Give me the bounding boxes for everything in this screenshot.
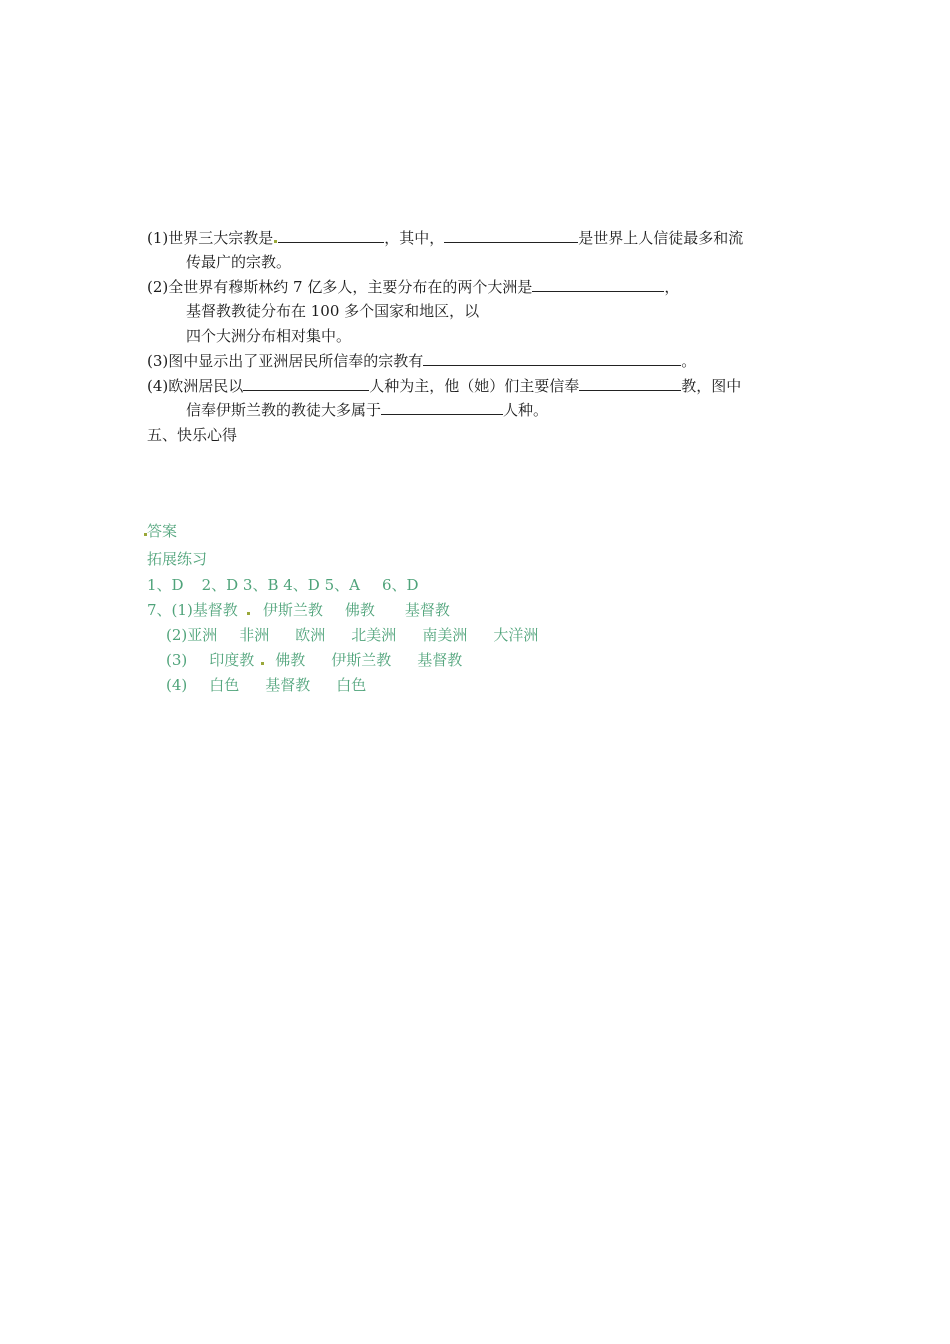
question-3-prefix: (3)图中显示出了亚洲居民所信奉的宗教有	[147, 352, 424, 370]
question-2-suffix: ，	[664, 278, 680, 296]
answers-subheading	[147, 549, 207, 569]
question-4-blank-3[interactable]	[381, 400, 503, 415]
marker-dot-icon	[261, 662, 264, 665]
question-4-cont-prefix: 信奉伊斯兰教的教徒大多属于	[186, 401, 382, 419]
question-1-blank-1[interactable]	[278, 228, 384, 243]
answer-row-4	[166, 675, 366, 695]
question-1-blank-2[interactable]	[444, 228, 578, 243]
question-1-line-2	[186, 252, 291, 272]
question-3-suffix: 。	[681, 352, 697, 370]
question-1-continuation: 传最广的宗教。	[186, 253, 292, 271]
answer-row-2-item: 大洋洲	[493, 626, 539, 644]
question-4-line-1	[147, 376, 741, 396]
answer-row-1-item: 佛教	[344, 601, 375, 619]
answer-q7-label: 7、	[147, 601, 172, 619]
answer-row-2-item: 欧洲	[295, 626, 326, 644]
answer-row-4-label: (4)	[166, 676, 188, 694]
answers-heading	[143, 521, 177, 541]
question-1-line-1	[147, 228, 743, 248]
marker-dot-icon	[247, 612, 250, 615]
answer-row-3-item: 佛教	[275, 651, 306, 669]
answer-row-3-item: 伊斯兰教	[331, 651, 392, 669]
answer-row-4-item: 白色	[209, 676, 240, 694]
answer-row-1-item: 基督教	[192, 601, 238, 619]
question-2-prefix: (2)全世界有穆斯林约 7 亿多人，主要分布在的两个大洲是	[147, 278, 533, 296]
answer-row-2-item: 亚洲	[187, 626, 218, 644]
question-2-line-3-text: 四个大洲分布相对集中。	[186, 327, 352, 345]
question-2-blank[interactable]	[532, 277, 664, 292]
answer-row-1-label: (1)	[171, 601, 193, 619]
answer-row-3-label: (3)	[166, 651, 188, 669]
answer-row-3-item: 基督教	[417, 651, 463, 669]
answer-choice-1: 1、D	[147, 576, 184, 594]
question-4-line-2	[186, 400, 548, 420]
question-1-prefix: (1)世界三大宗教是	[147, 229, 274, 247]
question-4-cont-suffix: 人种。	[503, 401, 549, 419]
answer-row-1-item: 基督教	[404, 601, 450, 619]
question-4-mid-2: 教，图中	[681, 377, 742, 395]
answers-heading-text: 答案	[147, 522, 178, 540]
section-five-heading	[147, 425, 237, 445]
question-4-blank-1[interactable]	[243, 376, 369, 391]
question-3-line	[147, 351, 696, 371]
section-five-text: 五、快乐心得	[147, 426, 238, 444]
question-4-mid-1: 人种为主，他（她）们主要信奉	[369, 377, 580, 395]
answer-row-2-item: 北美洲	[351, 626, 397, 644]
question-2-line-2-text: 基督教教徒分布在 100 多个国家和地区，以	[186, 302, 480, 320]
answer-row-4-item: 白色	[336, 676, 367, 694]
answers-subheading-text: 拓展练习	[147, 550, 208, 568]
answer-choice-6: 6、D	[381, 576, 419, 594]
answer-row-3	[166, 650, 462, 670]
answer-row-2-item: 非洲	[239, 626, 270, 644]
question-2-line-2	[186, 301, 479, 321]
question-1-suffix: 是世界上人信徒最多和流	[578, 229, 744, 247]
answer-row-2-label: (2)	[166, 626, 188, 644]
question-2-line-1	[147, 277, 679, 297]
question-4-prefix: (4)欧洲居民以	[147, 377, 244, 395]
answer-choices-2-5: 2、D 3、B 4、D 5、A	[201, 576, 360, 594]
question-3-blank[interactable]	[423, 351, 681, 366]
marker-dot-icon	[274, 240, 277, 243]
answers-choices	[147, 575, 419, 595]
question-4-blank-2[interactable]	[579, 376, 681, 391]
answer-row-2	[166, 625, 538, 645]
answer-row-4-item: 基督教	[265, 676, 311, 694]
answer-row-1	[147, 600, 450, 620]
answer-row-1-item: 伊斯兰教	[262, 601, 323, 619]
answer-row-3-item: 印度教	[209, 651, 255, 669]
question-2-line-3	[186, 326, 351, 346]
question-1-mid: ，其中，	[384, 229, 445, 247]
answer-row-2-item: 南美洲	[422, 626, 468, 644]
